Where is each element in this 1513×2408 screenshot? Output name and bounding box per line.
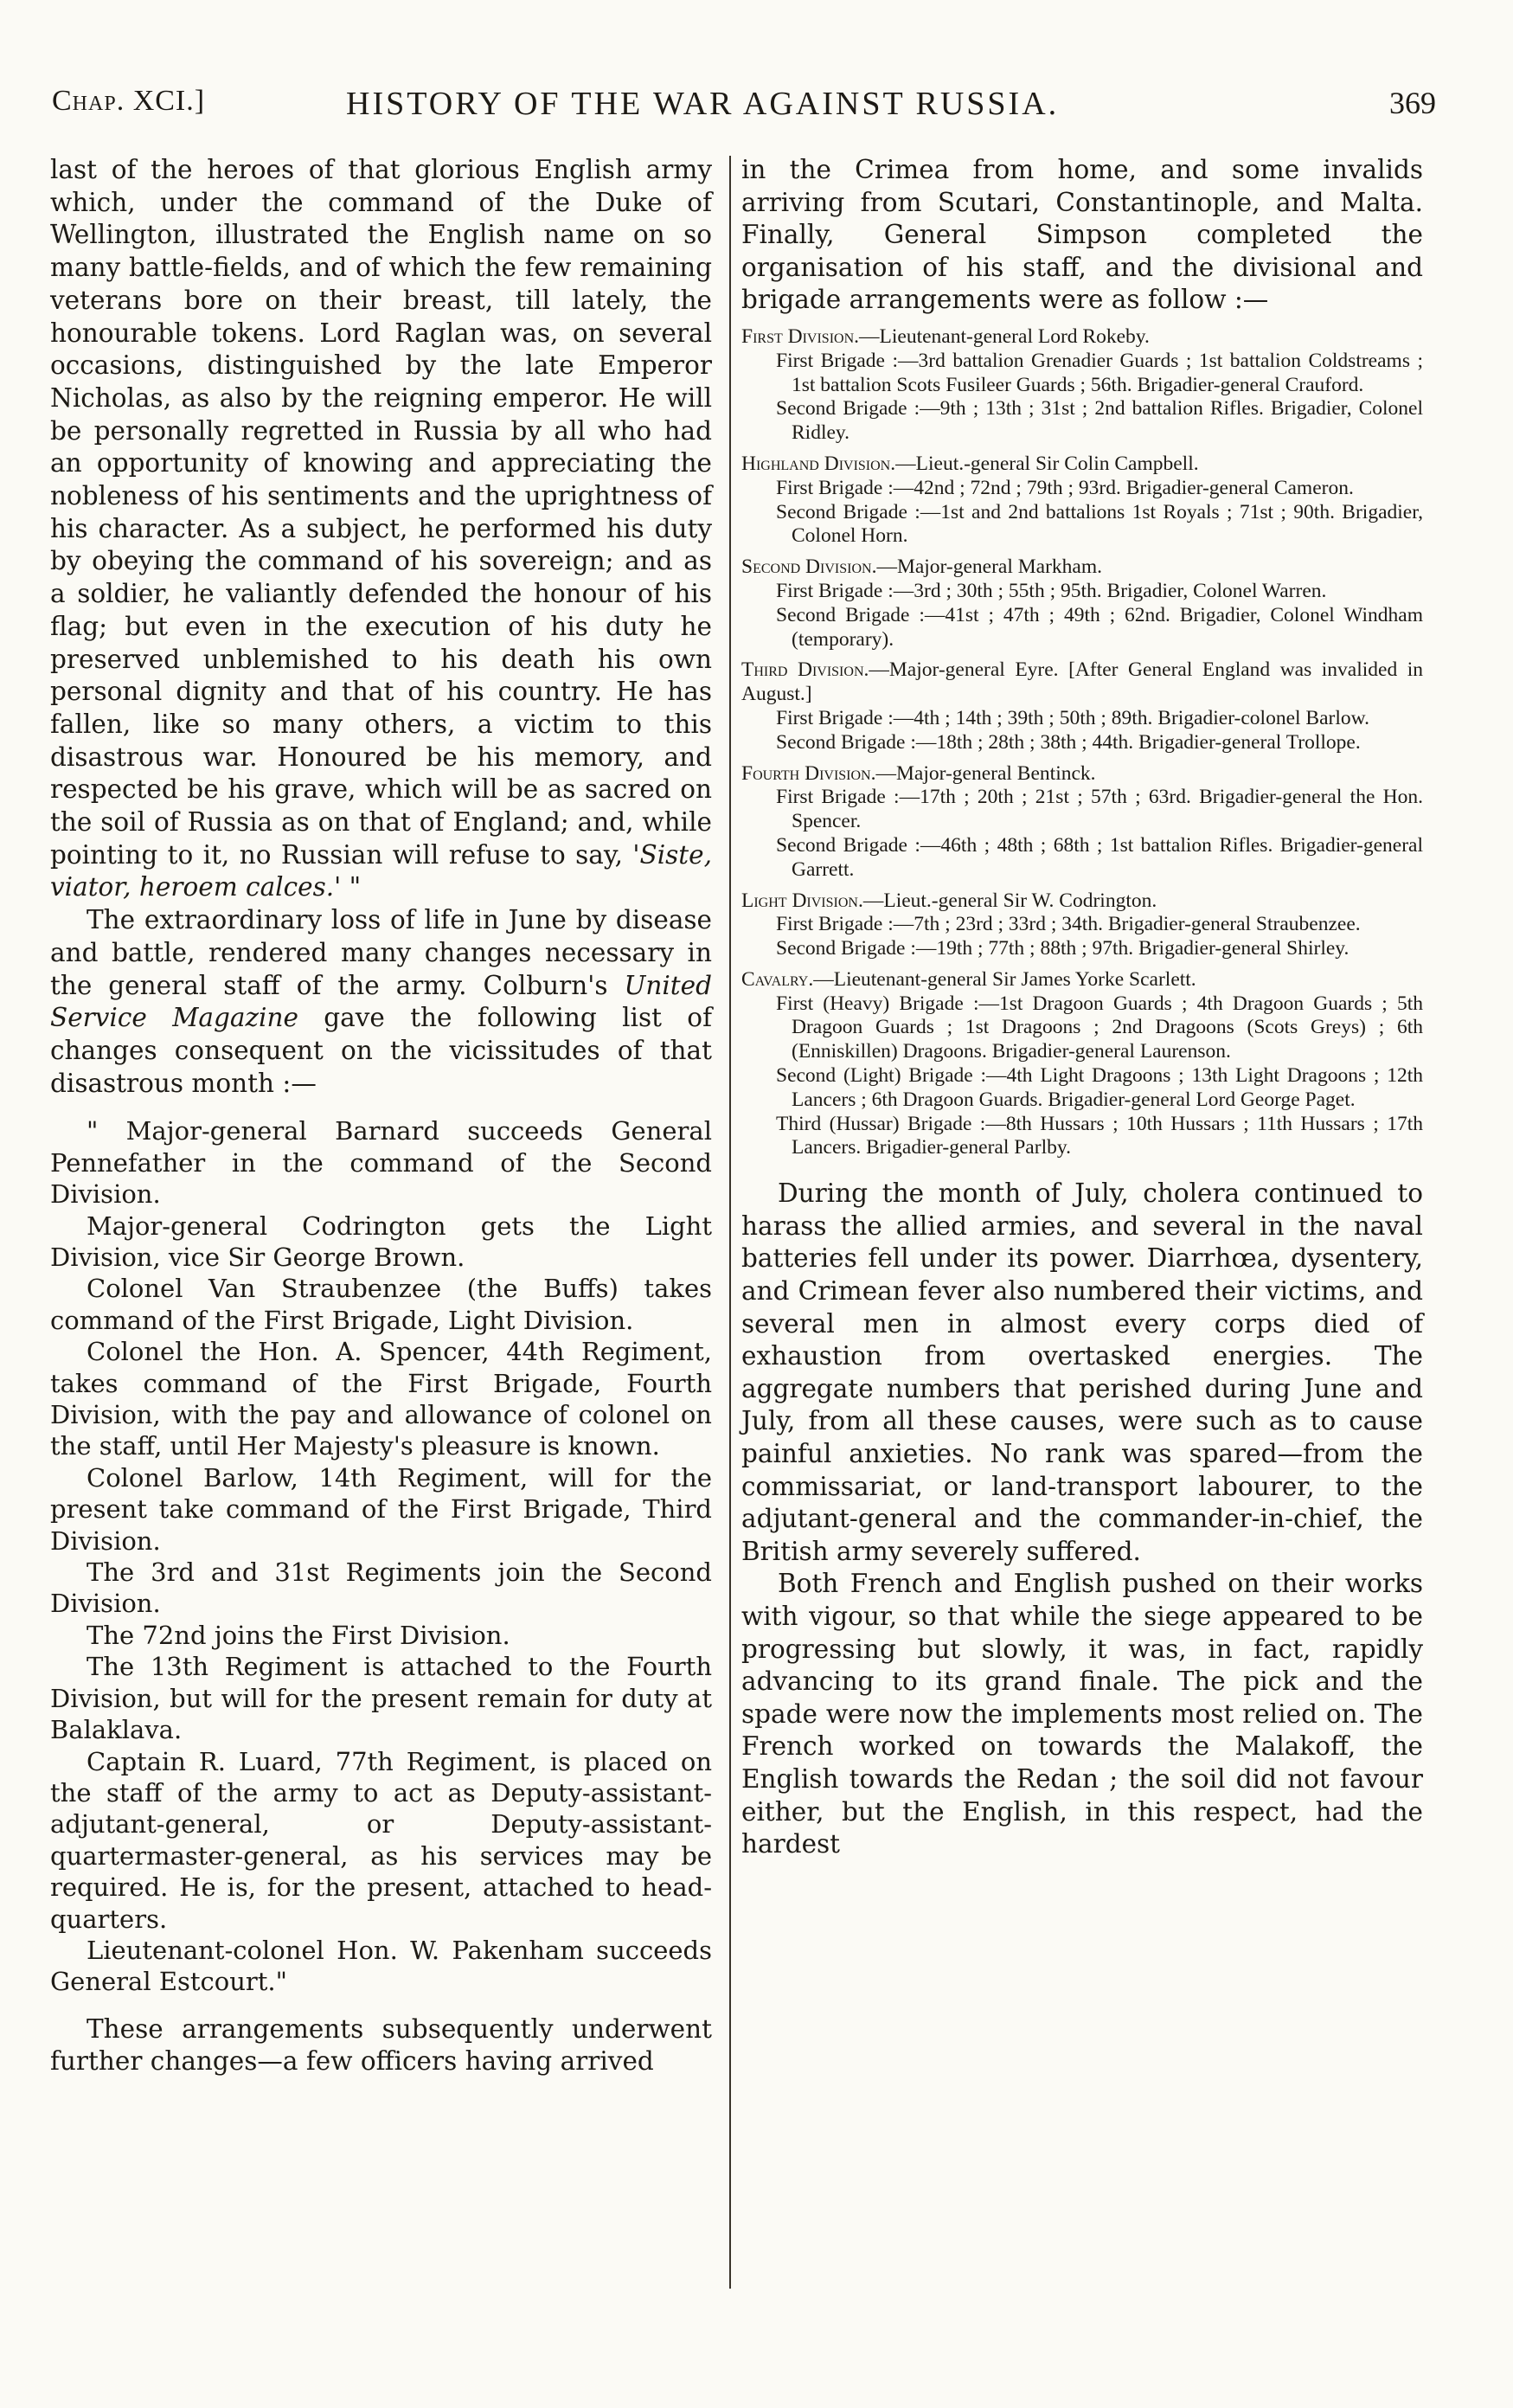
paragraph-raglan-tribute: last of the heroes of that glorious English army which, under the command of the Duke of Wellington, illustrated the English name on so many battle-fields, and of which the few remaining veterans bore on their breast, till lately, the honourable tokens. Lord Raglan was, on several occasions, distinguished by the late Emperor Nicholas, as also by the reigning emperor. He will be personally regretted in Russia by all who had an opportunity of knowing and appreciating the nobleness of his sentiments and the uprightness of his character. As a subject, he performed his duty by obeying the command of his sovereign; and as a soldier, he valiantly defended the honour of his flag; but even in the execution of his duty he preserved unblemished to his death his own personal dignity and that of his country. He has fallen, like so many others, a victim to this disastrous war. Honoured be his memory, and respected be his grave, which will be as sacred on the soil of Russia as on that of England; and, while pointing to it, no Russian will refuse to say, 'Siste, viator, heroem calces.' "	[50, 155, 712, 902]
page-number: 369	[1389, 86, 1436, 120]
division-commander: —Lieutenant-general Sir James Yorke Scarlett.	[813, 967, 1196, 991]
running-title: HISTORY OF THE WAR AGAINST RUSSIA.	[346, 86, 1060, 122]
division-name: Highland Division.	[741, 452, 896, 475]
quote-item: The 3rd and 31st Regiments join the Second Division.	[50, 1557, 712, 1619]
quote-item: Colonel the Hon. A. Spencer, 44th Regiment, takes command of the First Brigade, Fourth Division, with the pay and allowance of colonel on the staff, until Her Majesty's pleasure is known.	[50, 1337, 712, 1461]
brigade-entry: First Brigade :—3rd battalion Grenadier Guards ; 1st battalion Coldstreams ; 1st battalion Scots Fusileer Guards ; 56th. Brigadier-general Crauford.	[776, 349, 1423, 396]
paragraph-cholera: During the month of July, cholera continued to harass the allied armies, and several in the naval batteries fell under its power. Diarrhœa, dysentery, and Crimean fever also numbered their victims, and several men in almost every corps died of exhaustion from overtasked energies. The aggregate numbers that perished during June and July, from all these causes, were such as to cause painful anxieties. No rank was spared—from the commissariat, or land-transport labourer, to the adjutant-general and the commander-in-chief, the British army severely suffered.	[741, 1178, 1423, 1566]
division-entry	[741, 453, 1423, 549]
quote-item: The 72nd joins the First Division.	[87, 1620, 510, 1650]
division-name: First Division.	[741, 324, 860, 348]
brigade-entry: First Brigade :—17th ; 20th ; 21st ; 57th ; 63rd. Brigadier-general the Hon. Spencer.	[776, 786, 1423, 833]
brigade-entry: Second Brigade :—41st ; 47th ; 49th ; 62nd. Brigadier, Colonel Windham (temporary).	[776, 603, 1423, 651]
quote-item: Captain R. Luard, 77th Regiment, is placed on the staff of the army to act as Deputy-assistant-adjutant-general, or Deputy-assistant-quartermaster-general, as his services may be required. He is, for the present, attached to head-quarters.	[50, 1746, 712, 1934]
division-entry	[741, 968, 1423, 1160]
brigade-entry: Second (Light) Brigade :—4th Light Dragoons ; 13th Light Dragoons ; 12th Lancers ; 6th Dragoon Guards. Brigadier-general Lord George Paget.	[776, 1064, 1423, 1111]
division-commander: —Lieutenant-general Lord Rokeby.	[859, 324, 1150, 348]
left-column	[50, 154, 712, 2078]
division-entry	[741, 658, 1423, 755]
division-name: Fourth Division.	[741, 761, 876, 785]
quote-item: Major-general Codrington gets the Light Division, vice Sir George Brown.	[50, 1210, 712, 1273]
running-header	[52, 85, 1436, 130]
paragraph-organisation: in the Crimea from home, and some invalids arriving from Scutari, Constantinople, and Malta. Finally, General Simpson completed the organisation of his staff, and the divisional and brigade arrangements were as follow :—	[741, 155, 1423, 315]
division-commander: —Major-general Markham.	[876, 555, 1102, 579]
division-name: Third Division.	[741, 658, 869, 682]
division-name: Second Division.	[741, 555, 877, 579]
chapter-label: Chap. XCI.]	[52, 85, 206, 117]
division-name: Light Division.	[741, 889, 863, 912]
division-entry	[741, 325, 1423, 446]
division-commander: —Major-general Eyre. [After General England was invalided in August.]	[741, 658, 1424, 706]
division-name: Cavalry.	[741, 967, 814, 991]
division-entry	[741, 762, 1423, 883]
paragraph-staff-changes: The extraordinary loss of life in June by disease and battle, rendered many changes necessary in the general staff of the army. Colburn's United Service Magazine gave the following list of changes consequent on the vicissitudes of that disastrous month :—	[50, 905, 712, 1098]
brigade-entry: First (Heavy) Brigade :—1st Dragoon Guards ; 4th Dragoon Guards ; 5th Dragoon Guards ; 1st Dragoons ; 2nd Dragoons (Scots Greys) ; 6th (Enniskillen) Dragoons. Brigadier-general Laurenson.	[776, 992, 1423, 1063]
division-commander: —Lieut.-general Sir W. Codrington.	[862, 889, 1157, 912]
column-divider	[729, 156, 731, 2289]
division-entry	[741, 889, 1423, 961]
brigade-entry: First Brigade :—42nd ; 72nd ; 79th ; 93rd. Brigadier-general Cameron.	[776, 476, 1354, 499]
brigade-entry: Second Brigade :—18th ; 28th ; 38th ; 44th. Brigadier-general Trollope.	[776, 730, 1361, 754]
quote-item: Colonel Barlow, 14th Regiment, will for the present take command of the First Brigade, Third Division.	[50, 1462, 712, 1556]
division-commander: —Major-general Bentinck.	[875, 761, 1096, 785]
right-column	[741, 154, 1423, 1861]
division-list	[741, 325, 1423, 1160]
brigade-entry: Third (Hussar) Brigade :—8th Hussars ; 10th Hussars ; 11th Hussars ; 17th Lancers. Brigadier-general Parlby.	[776, 1112, 1423, 1159]
brigade-entry: First Brigade :—3rd ; 30th ; 55th ; 95th. Brigadier, Colonel Warren.	[776, 579, 1327, 602]
division-commander: —Lieut.-general Sir Colin Campbell.	[895, 452, 1199, 475]
brigade-entry: Second Brigade :—9th ; 13th ; 31st ; 2nd battalion Rifles. Brigadier, Colonel Ridley.	[776, 397, 1423, 445]
brigade-entry: Second Brigade :—19th ; 77th ; 88th ; 97th. Brigadier-general Shirley.	[776, 937, 1350, 960]
quoted-list	[50, 1115, 712, 1997]
paragraph-siege-works: Both French and English pushed on their works with vigour, so that while the siege appeared to be progressing but slowly, it was, in fact, rapidly advancing to its grand finale. The pick and the spade were now the implements most relied on. The French worked on towards the Malakoff, the English towards the Redan ; the soil did not favour either, but the English, in this respect, had the hardest	[741, 1569, 1423, 1859]
quote-item: The 13th Regiment is attached to the Fourth Division, but will for the present remain for duty at Balaklava.	[50, 1652, 712, 1745]
latin-quote: 'Siste, viator, heroem calces.'	[50, 839, 712, 902]
brigade-entry: First Brigade :—4th ; 14th ; 39th ; 50th ; 89th. Brigadier-colonel Barlow.	[776, 706, 1369, 729]
quote-item: Lieutenant-colonel Hon. W. Pakenham succeeds General Estcourt."	[50, 1935, 712, 1997]
quote-item: " Major-general Barnard succeeds General Pennefather in the command of the Second Division.	[50, 1116, 712, 1210]
brigade-entry: Second Brigade :—46th ; 48th ; 68th ; 1st battalion Rifles. Brigadier-general Garrett.	[776, 833, 1423, 881]
brigade-entry: Second Brigade :—1st and 2nd battalions 1st Royals ; 71st ; 90th. Brigadier, Colonel Horn.	[776, 500, 1423, 548]
paragraph-arrangements: These arrangements subsequently underwent further changes—a few officers having arrived	[50, 2013, 712, 2077]
brigade-entry: First Brigade :—7th ; 23rd ; 33rd ; 34th. Brigadier-general Straubenzee.	[776, 913, 1361, 936]
division-entry	[741, 555, 1423, 652]
magazine-title: United Service Magazine	[50, 970, 712, 1033]
quote-item: Colonel Van Straubenzee (the Buffs) takes command of the First Brigade, Light Division.	[50, 1274, 712, 1335]
